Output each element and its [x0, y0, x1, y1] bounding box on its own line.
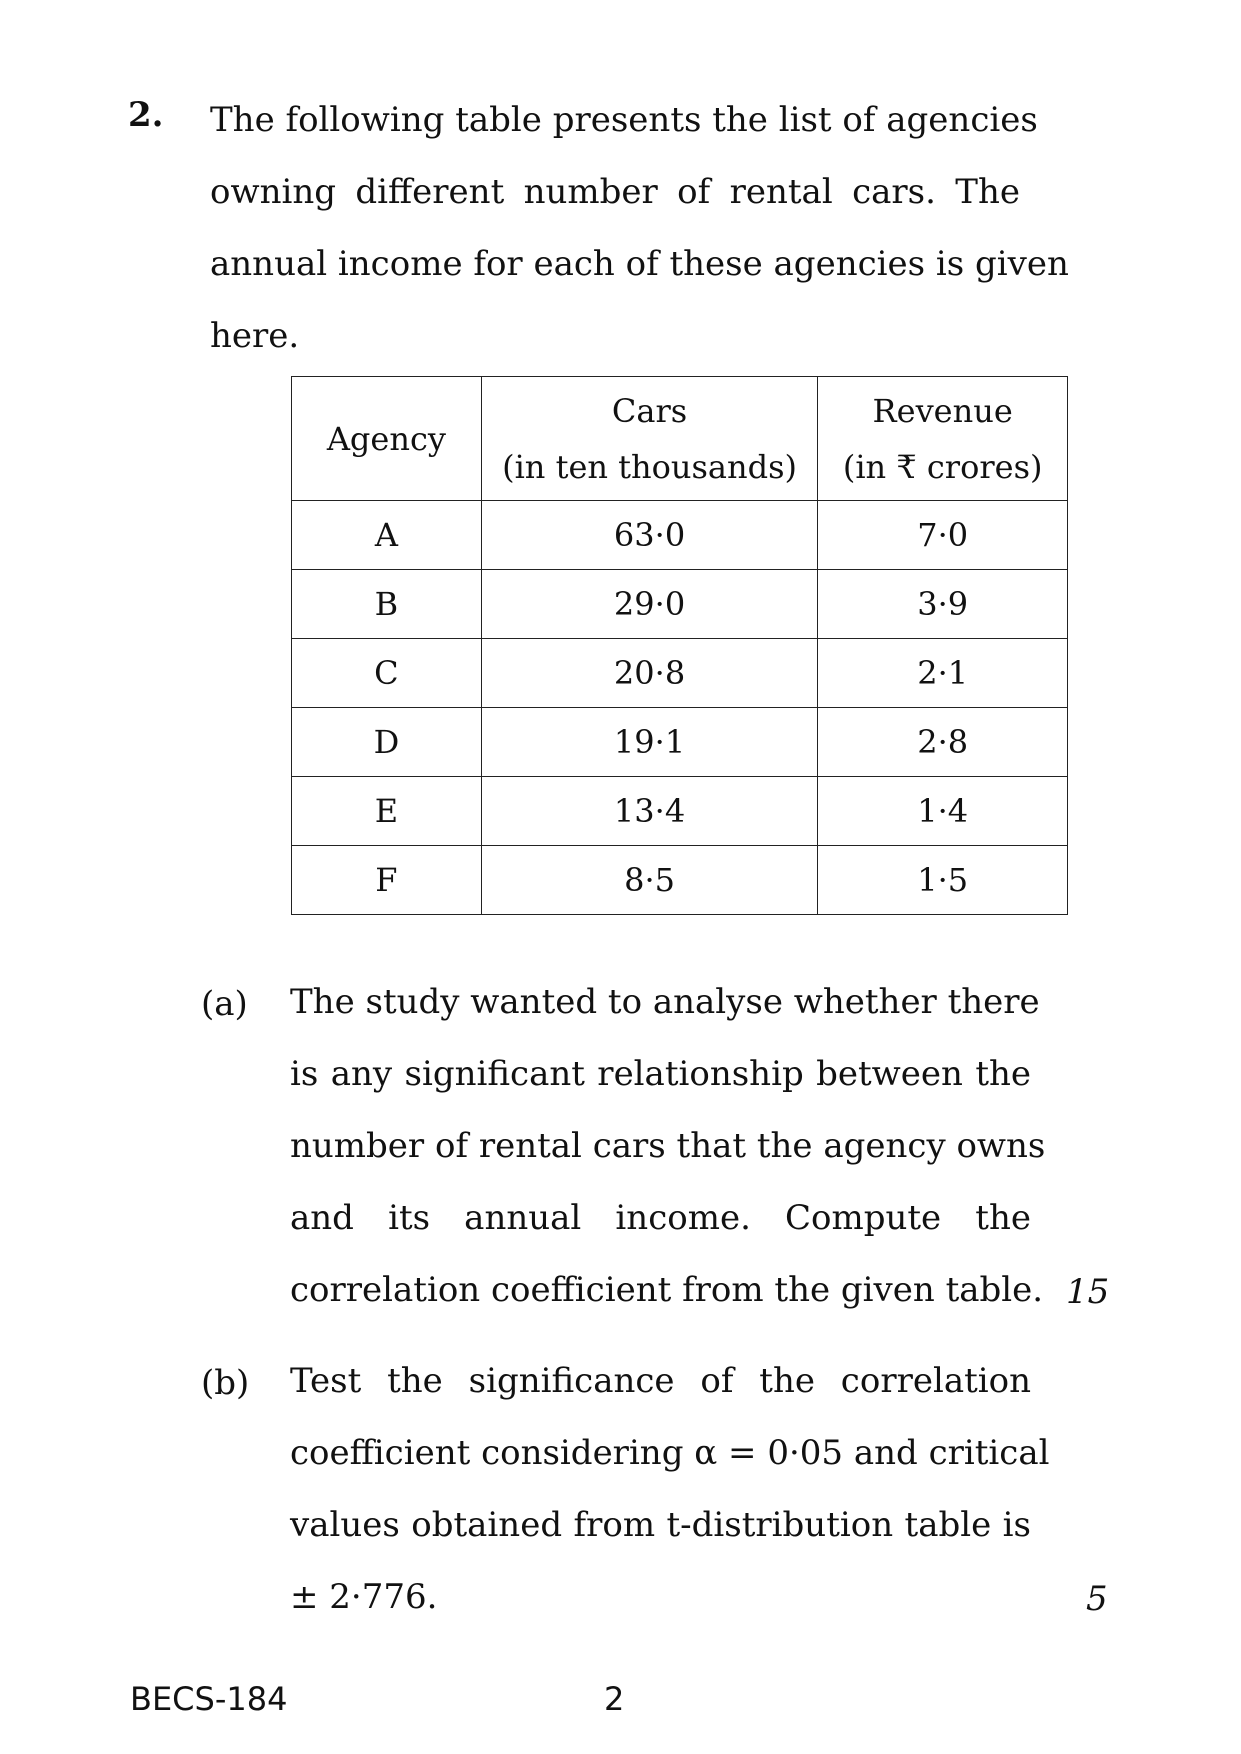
part-a-line: and its annual income. Compute the [290, 1198, 1031, 1238]
part-a-line: The study wanted to analyse whether there [290, 982, 1040, 1022]
cell-revenue: 1·4 [818, 777, 1068, 846]
part-b-label: (b) [201, 1363, 250, 1403]
part-a-line: correlation coefficient from the given table. [290, 1270, 1044, 1310]
intro-line: annual income for each of these agencies is given [210, 244, 1069, 284]
part-a-text [290, 966, 1046, 1326]
header-agency-label: Agency [326, 419, 446, 458]
part-a-line: is any significant relationship between the [290, 1054, 1031, 1094]
part-b-line: values obtained from t-distribution table is [290, 1505, 1031, 1545]
part-a-marks: 15 [1066, 1272, 1110, 1312]
part-a-label: (a) [201, 984, 248, 1024]
header-cars [481, 377, 818, 501]
cell-revenue: 7·0 [818, 501, 1068, 570]
cell-agency: F [292, 846, 482, 915]
table-header-row [292, 377, 1068, 501]
cell-cars: 19·1 [481, 708, 818, 777]
cell-revenue: 3·9 [818, 570, 1068, 639]
cell-cars: 29·0 [481, 570, 818, 639]
part-b-line: coefficient considering α = 0·05 and critical [290, 1433, 1050, 1473]
cell-agency: D [292, 708, 482, 777]
cell-cars: 8·5 [481, 846, 818, 915]
cell-cars: 13·4 [481, 777, 818, 846]
intro-line: owning different number of rental cars. The [210, 172, 1020, 212]
header-revenue-unit: (in ₹ crores) [842, 447, 1043, 486]
cell-agency: A [292, 501, 482, 570]
header-cars-title: Cars [611, 391, 688, 430]
table-row [292, 777, 1068, 846]
agency-table [291, 376, 1068, 915]
header-agency [292, 377, 482, 501]
table-row [292, 639, 1068, 708]
table-row [292, 846, 1068, 915]
header-cars-unit: (in ten thousands) [502, 447, 797, 486]
part-a-line: number of rental cars that the agency owns [290, 1126, 1046, 1166]
course-code: BECS-184 [130, 1680, 288, 1718]
question-intro [210, 84, 1069, 372]
table-row [292, 501, 1068, 570]
question-number: 2. [128, 95, 164, 135]
cell-agency: B [292, 570, 482, 639]
table-row [292, 570, 1068, 639]
table-row [292, 708, 1068, 777]
cell-agency: C [292, 639, 482, 708]
part-b-line: ± 2·776. [290, 1577, 438, 1617]
part-b-marks: 5 [1086, 1579, 1108, 1619]
cell-cars: 20·8 [481, 639, 818, 708]
cell-revenue: 2·1 [818, 639, 1068, 708]
part-b-line: Test the significance of the correlation [290, 1361, 1031, 1401]
cell-cars: 63·0 [481, 501, 818, 570]
cell-revenue: 2·8 [818, 708, 1068, 777]
header-revenue [818, 377, 1068, 501]
page-number: 2 [604, 1680, 625, 1718]
cell-agency: E [292, 777, 482, 846]
intro-line: The following table presents the list of agencies [210, 100, 1038, 140]
header-revenue-title: Revenue [872, 391, 1013, 430]
intro-line: here. [210, 316, 300, 356]
part-b-text [290, 1345, 1050, 1633]
cell-revenue: 1·5 [818, 846, 1068, 915]
